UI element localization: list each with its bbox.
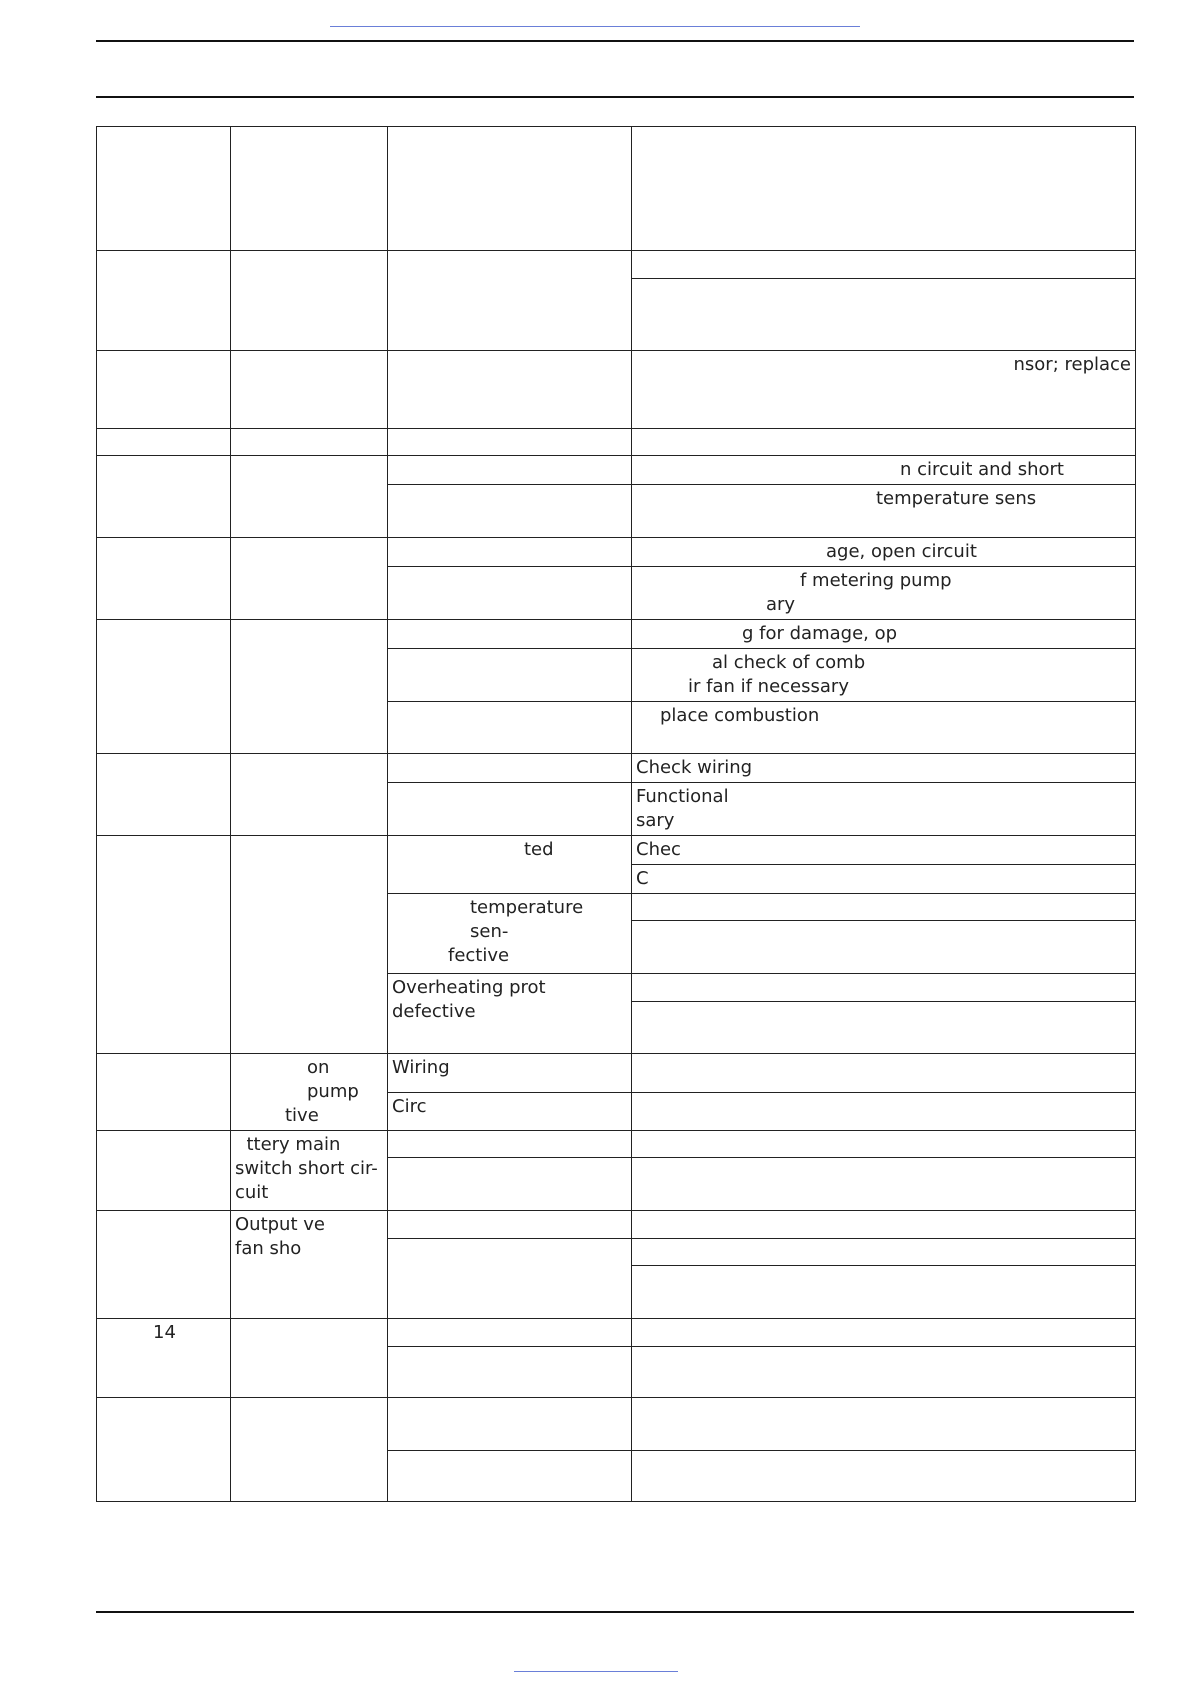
table-cell [388,1054,632,1093]
table-cell [632,456,1136,485]
cell-text: g for damage, op [742,623,898,644]
table-cell [388,351,632,429]
cell-text: al check of comb [712,652,866,673]
header-rule-top [96,40,1134,42]
table-cell [388,567,632,620]
table-cell [388,251,632,351]
header-rule-bottom [96,96,1134,98]
table-cell [97,1319,231,1398]
cell-text: age, open circuit [826,541,977,562]
cell-text: temperature sen- [470,897,589,942]
cell-text: n circuit and short [900,459,1064,480]
table-row [97,754,1136,783]
cell-text: ttery main [235,1134,341,1155]
table-cell [632,754,1136,783]
table-cell [632,1451,1136,1502]
table-cell [632,783,1136,836]
table-cell [231,754,388,836]
table-row [97,1131,1136,1158]
cell-text: Output ve [235,1214,325,1235]
table-cell [632,351,1136,429]
table-cell [388,1239,632,1319]
troubleshooting-table-body [97,127,1136,1502]
cell-text: ted [524,839,554,860]
table-cell [388,620,632,649]
cell-text: Chec [636,839,681,860]
table-cell [388,1092,632,1131]
table-cell [632,1158,1136,1211]
table-cell [231,429,388,456]
table-cell [388,1398,632,1451]
cell-text: Functional [636,786,729,807]
cell-text: 14 [153,1322,176,1343]
table-cell [97,1131,231,1211]
table-cell [632,1211,1136,1239]
table-cell [97,127,231,251]
table-cell [632,1319,1136,1347]
table-cell [97,456,231,538]
cell-text: ary [766,594,796,615]
cell-text: Overheating prot [392,977,546,998]
table-cell [388,974,632,1054]
table-cell [632,1398,1136,1451]
cell-text: Check wiring [636,757,753,778]
table-row [97,1054,1136,1093]
table-cell [632,1239,1136,1266]
table-row [97,1211,1136,1239]
table-cell [632,894,1136,921]
table-cell [231,1319,388,1398]
cell-text: defective [392,1001,476,1022]
cell-text: Circ [392,1095,427,1117]
table-cell [388,754,632,783]
cell-text: place combustion [660,705,820,726]
table-cell [632,702,1136,754]
table-cell [632,251,1136,279]
table-cell [231,1398,388,1502]
table-cell [231,1211,388,1319]
table-cell [97,1054,231,1131]
table-cell [388,1158,632,1211]
table-cell [231,620,388,754]
table-cell [231,251,388,351]
troubleshooting-table [96,126,1136,1502]
table-cell [632,1131,1136,1158]
table-row [97,836,1136,865]
table-cell [632,974,1136,1002]
table-cell [388,894,632,974]
table-cell [388,1211,632,1239]
table-cell [231,127,388,251]
cell-text: C [636,868,649,889]
table-cell [632,921,1136,974]
table-cell [97,538,231,620]
cell-text: temperature sens [876,488,1037,509]
table-cell [632,1092,1136,1131]
table-cell [388,836,632,894]
table-row [97,251,1136,279]
table-row [97,620,1136,649]
table-cell [388,1451,632,1502]
table-cell [632,127,1136,251]
table-cell [231,456,388,538]
table-cell [97,251,231,351]
table-cell [97,1211,231,1319]
table-cell [97,836,231,1054]
table-cell [388,649,632,702]
table-cell [388,127,632,251]
table-cell [632,429,1136,456]
table-cell [97,429,231,456]
cell-text: switch short cir- [235,1158,378,1179]
table-cell [632,567,1136,620]
header-link-underline[interactable] [330,26,860,27]
table-cell [632,865,1136,894]
footer-link-underline[interactable] [514,1671,678,1672]
footer-rule [96,1611,1134,1613]
table-cell [388,1319,632,1347]
table-cell [97,351,231,429]
table-cell [388,1347,632,1398]
table-cell [388,783,632,836]
table-cell [388,702,632,754]
table-cell [231,538,388,620]
table-cell [632,485,1136,538]
table-cell [632,836,1136,865]
cell-text: f metering pump [800,570,952,591]
cell-text: fective [448,945,510,966]
table-cell [632,538,1136,567]
table-row [97,456,1136,485]
cell-text: Wiring [392,1057,450,1078]
table-cell [632,649,1136,702]
table-row [97,429,1136,456]
cell-text: cuit [235,1182,269,1203]
cell-text: on pump [307,1057,359,1102]
table-cell [97,1398,231,1502]
cell-text: sary [636,810,675,831]
table-cell [388,456,632,485]
table-cell [97,620,231,754]
cell-text: fan sho [235,1238,302,1259]
table-cell [231,836,388,1054]
table-cell [388,429,632,456]
table-cell [632,1266,1136,1319]
table-cell [632,1054,1136,1093]
table-row [97,1319,1136,1347]
table-cell [388,1131,632,1158]
table-cell [97,754,231,836]
table-row [97,538,1136,567]
table-cell [632,1002,1136,1054]
table-cell [231,1054,388,1131]
cell-text: nsor; replace [1013,354,1131,375]
table-cell [231,351,388,429]
table-row [97,127,1136,251]
table-cell [632,279,1136,351]
table-row [97,1398,1136,1451]
table-cell [632,1347,1136,1398]
table-cell [388,538,632,567]
cell-text: tive [285,1105,319,1126]
table-row [97,351,1136,429]
table-cell [632,620,1136,649]
table-cell [388,485,632,538]
table-cell [231,1131,388,1211]
cell-text: ir fan if necessary [688,676,849,697]
